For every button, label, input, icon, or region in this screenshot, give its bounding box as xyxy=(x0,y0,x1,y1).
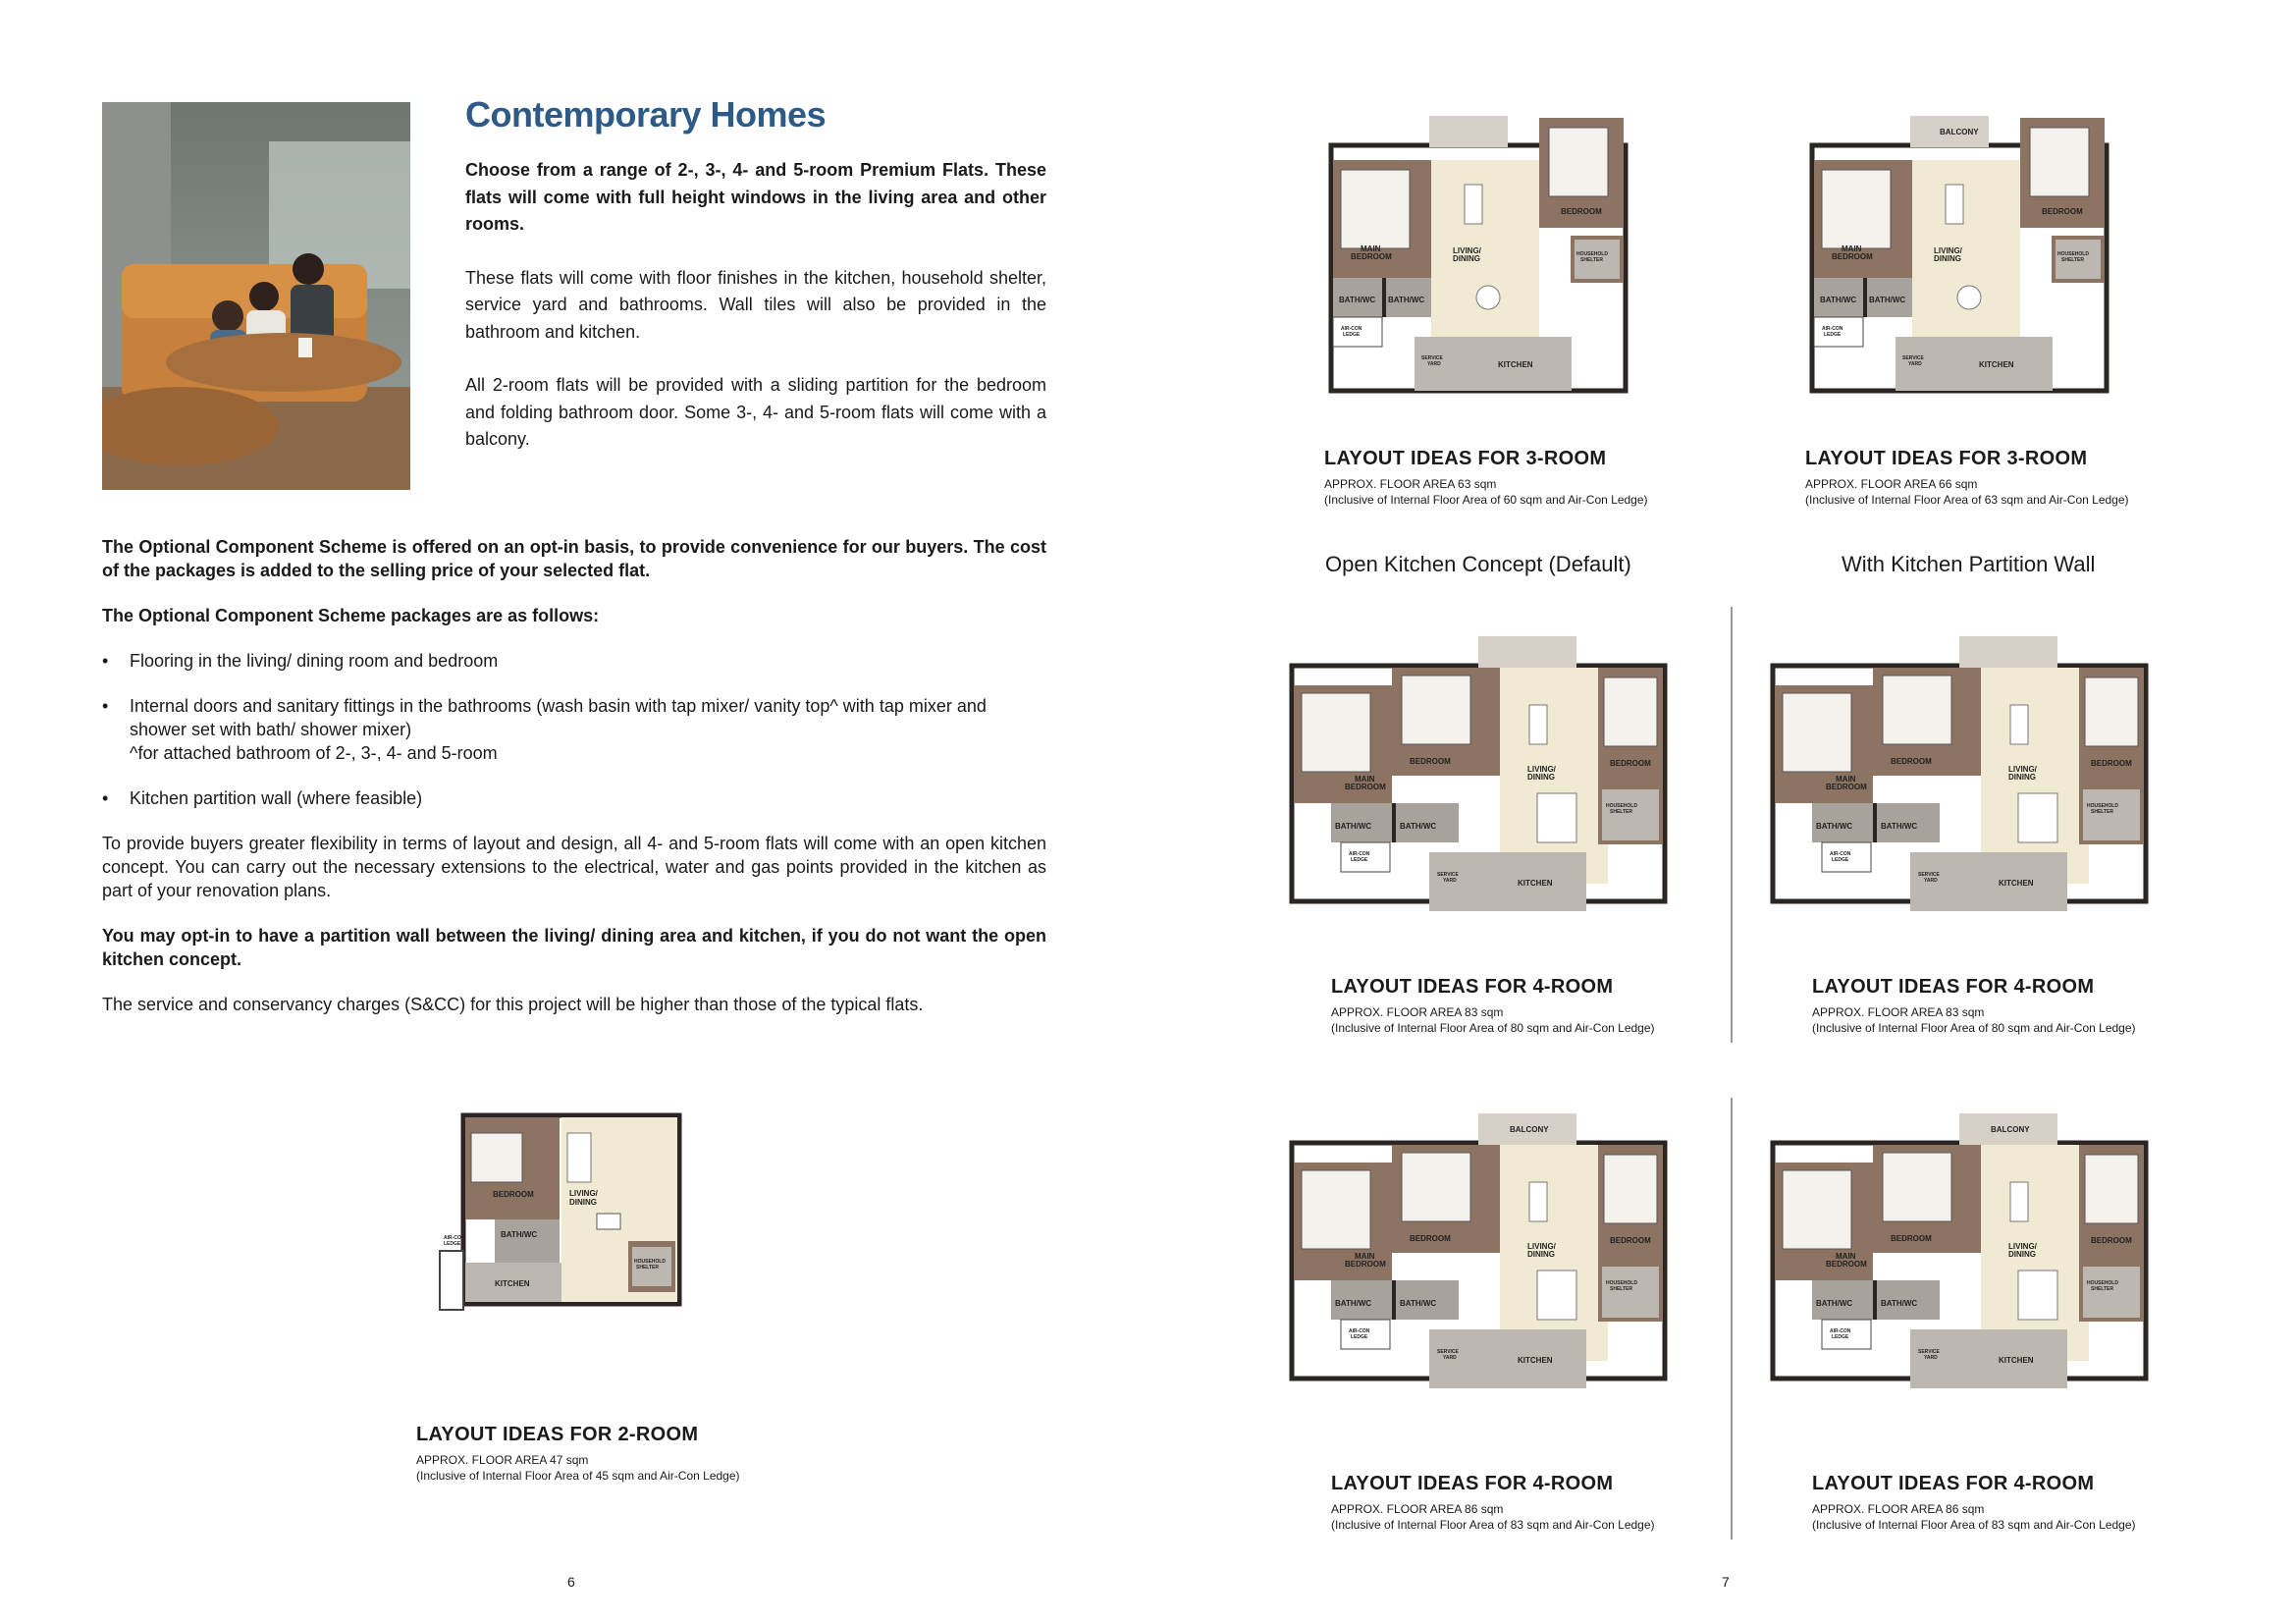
plan-note: (Inclusive of Internal Floor Area of 60 sqm and Air-Con Ledge) xyxy=(1324,493,1648,507)
plan-label: BATH/WC xyxy=(1400,822,1437,831)
plan-label: BEDROOM xyxy=(1351,252,1392,261)
intro-paragraph: These flats will come with floor finishes in the kitchen, household shelter, service yard and bathrooms. Wall tiles will also be provided in the bathroom and kitchen. xyxy=(465,267,1046,342)
plan-label: AIR-CON xyxy=(1830,1328,1851,1334)
plan-label: KITCHEN xyxy=(495,1279,530,1288)
plan-label: YARD xyxy=(1924,878,1938,884)
plan-label: YARD xyxy=(1427,361,1441,367)
plan-label: YARD xyxy=(1443,878,1457,884)
plan-label: LEDGE xyxy=(1343,332,1361,338)
plan-label: BEDROOM xyxy=(2091,1236,2132,1245)
floorplan-2room xyxy=(432,1104,687,1364)
plan-label: KITCHEN xyxy=(1999,879,2034,888)
plan-label: BEDROOM xyxy=(1891,1234,1932,1243)
family-photo xyxy=(102,102,410,490)
plan-label: MAIN xyxy=(1355,775,1375,784)
plan-label: HOUSEHOLD xyxy=(1606,1280,1637,1286)
bullet-symbol: • xyxy=(102,696,109,716)
plan-label: BEDROOM xyxy=(2042,207,2083,216)
plan-label: HOUSEHOLD xyxy=(2087,803,2118,809)
plan-note: (Inclusive of Internal Floor Area of 83 sqm and Air-Con Ledge) xyxy=(1812,1518,2136,1532)
plan-label: BATH/WC xyxy=(1816,1299,1853,1308)
plan-title: LAYOUT IDEAS FOR 3-ROOM xyxy=(1324,448,1607,469)
plan-label: BEDROOM xyxy=(1345,783,1386,791)
plan-label: SERVICE xyxy=(1918,1349,1940,1355)
plan-label: BEDROOM xyxy=(1561,207,1602,216)
plan-label: LIVING/ xyxy=(2008,765,2037,774)
plan-title: LAYOUT IDEAS FOR 2-ROOM xyxy=(416,1424,699,1445)
plan-label: LEDGE xyxy=(1351,857,1368,863)
plan-label: BEDROOM xyxy=(1826,783,1867,791)
plan-note: (Inclusive of Internal Floor Area of 63 sqm and Air-Con Ledge) xyxy=(1805,493,2129,507)
plan-title: LAYOUT IDEAS FOR 4-ROOM xyxy=(1331,976,1614,998)
concept-label-partition: With Kitchen Partition Wall xyxy=(1842,552,2096,576)
plan-label: YARD xyxy=(1908,361,1922,367)
plan-label: BATH/WC xyxy=(1820,296,1857,304)
plan-label: LEDGE xyxy=(1351,1334,1368,1340)
plan-label: HOUSEHOLD xyxy=(1606,803,1637,809)
plan-label: BATH/WC xyxy=(1335,822,1372,831)
caption-2room xyxy=(416,1424,740,1483)
plan-label: BALCONY xyxy=(1940,128,1979,136)
floorplan-3room xyxy=(1321,106,1645,445)
plan-label: HOUSEHOLD xyxy=(634,1259,666,1265)
caption-4room xyxy=(1812,1473,2136,1532)
plan-label: SHELTER xyxy=(1610,1286,1632,1292)
plan-label: SERVICE xyxy=(1902,355,1924,361)
plan-label: DINING xyxy=(569,1198,597,1207)
plan-label: DINING xyxy=(1527,773,1555,782)
plan-label: SERVICE xyxy=(1918,872,1940,878)
plan-label: AIR-CON xyxy=(1341,326,1362,332)
plan-label: SHELTER xyxy=(2061,257,2084,263)
ocs-intro: The Optional Component Scheme is offered on an opt-in basis, to provide convenience for our buyers. The cost of the packages is added to the selling price of your selected flat. xyxy=(102,537,1046,580)
plan-label: LIVING/ xyxy=(1527,1242,1556,1251)
plan-label: BEDROOM xyxy=(2091,759,2132,768)
page-number-right: 7 xyxy=(1722,1574,1730,1590)
plan-label: DINING xyxy=(2008,773,2036,782)
caption-4room xyxy=(1331,1473,1655,1532)
bullet-item xyxy=(102,786,1046,810)
caption-4room xyxy=(1331,976,1655,1035)
plan-label: SHELTER xyxy=(2091,809,2113,815)
ocs-heading: The Optional Component Scheme packages are as follows: xyxy=(102,606,600,625)
plan-label: LEDGE xyxy=(444,1241,461,1247)
plan-label: BEDROOM xyxy=(1410,1234,1451,1243)
plan-label: BATH/WC xyxy=(1816,822,1853,831)
plan-label: BATH/WC xyxy=(501,1230,538,1239)
plan-label: MAIN xyxy=(1361,244,1381,253)
bullet-symbol: • xyxy=(102,788,109,808)
plan-label: LEDGE xyxy=(1832,857,1849,863)
plan-label: SHELTER xyxy=(1610,809,1632,815)
floorplan-4room xyxy=(1763,626,2156,975)
plan-label: YARD xyxy=(1924,1355,1938,1361)
plan-label: BATH/WC xyxy=(1335,1299,1372,1308)
plan-label: MAIN xyxy=(1836,1252,1856,1261)
intro-text xyxy=(465,157,1046,480)
plan-label: AIR-CON xyxy=(1822,326,1843,332)
plan-label: KITCHEN xyxy=(1518,879,1553,888)
plan-label: DINING xyxy=(1453,254,1480,263)
plan-label: MAIN xyxy=(1842,244,1862,253)
plan-label: BALCONY xyxy=(1991,1125,2030,1134)
plan-label: LIVING/ xyxy=(1453,246,1481,255)
plan-label: SERVICE xyxy=(1437,872,1459,878)
plan-note: (Inclusive of Internal Floor Area of 45 sqm and Air-Con Ledge) xyxy=(416,1469,740,1483)
plan-label: BATH/WC xyxy=(1869,296,1906,304)
floorplan-4room xyxy=(1282,1104,1675,1452)
concept-label-default: Open Kitchen Concept (Default) xyxy=(1325,552,1631,576)
floorplan-4room xyxy=(1282,626,1675,975)
plan-label: KITCHEN xyxy=(1518,1356,1553,1365)
plan-label: DINING xyxy=(2008,1250,2036,1259)
plan-label: LIVING/ xyxy=(2008,1242,2037,1251)
plan-label: MAIN xyxy=(1355,1252,1375,1261)
plan-label: AIR-CON xyxy=(1349,1328,1370,1334)
plan-label: SERVICE xyxy=(1437,1349,1459,1355)
floorplan-4room xyxy=(1763,1104,2156,1452)
bullet-text: Kitchen partition wall (where feasible) xyxy=(130,788,423,808)
plan-label: BEDROOM xyxy=(493,1190,534,1199)
plan-label: HOUSEHOLD xyxy=(2087,1280,2118,1286)
plan-area: APPROX. FLOOR AREA 83 sqm xyxy=(1812,1005,1985,1019)
plan-label: SERVICE xyxy=(1421,355,1443,361)
scc-paragraph: The service and conservancy charges (S&CC) for this project will be higher than those of the typical flats. xyxy=(102,995,924,1014)
plan-label: LIVING/ xyxy=(569,1189,598,1198)
intro-paragraph: All 2-room flats will be provided with a sliding partition for the bedroom and folding bathroom door. Some 3-, 4- and 5-room flats will come with a balcony. xyxy=(465,375,1046,449)
plan-label: DINING xyxy=(1527,1250,1555,1259)
plan-label: BATH/WC xyxy=(1400,1299,1437,1308)
plan-note: (Inclusive of Internal Floor Area of 80 sqm and Air-Con Ledge) xyxy=(1812,1021,2136,1035)
floorplan-3room xyxy=(1802,106,2126,445)
plan-area: APPROX. FLOOR AREA 66 sqm xyxy=(1805,477,1978,491)
plan-label: KITCHEN xyxy=(1999,1356,2034,1365)
plan-label: BEDROOM xyxy=(1610,1236,1651,1245)
bullet-item xyxy=(102,694,1046,765)
plan-area: APPROX. FLOOR AREA 83 sqm xyxy=(1331,1005,1504,1019)
plan-label: AIR-CON xyxy=(1830,851,1851,857)
page-number-left: 6 xyxy=(567,1574,575,1590)
plan-area: APPROX. FLOOR AREA 86 sqm xyxy=(1331,1502,1504,1516)
column-divider xyxy=(1731,1098,1733,1540)
plan-title: LAYOUT IDEAS FOR 3-ROOM xyxy=(1805,448,2088,469)
page-title: Contemporary Homes xyxy=(465,94,827,135)
caption-3room xyxy=(1324,448,1648,507)
plan-label: BEDROOM xyxy=(1891,757,1932,766)
bullet-text: Flooring in the living/ dining room and bedroom xyxy=(130,651,499,671)
plan-label: AIR-CON xyxy=(1349,851,1370,857)
opt-in-paragraph: You may opt-in to have a partition wall between the living/ dining area and kitchen, if you do not want the open kitchen concept. xyxy=(102,926,1046,969)
flexibility-paragraph: To provide buyers greater flexibility in terms of layout and design, all 4- and 5-room flats will come with an open kitchen concept. You can carry out the necessary extensions to the electrical, water and gas points provided in the kitchen as part of your renovation plans. xyxy=(102,834,1046,900)
plan-label: BATH/WC xyxy=(1388,296,1425,304)
bullet-symbol: • xyxy=(102,651,109,671)
plan-label: LEDGE xyxy=(1824,332,1842,338)
plan-title: LAYOUT IDEAS FOR 4-ROOM xyxy=(1812,1473,2095,1494)
plan-label: SHELTER xyxy=(2091,1286,2113,1292)
column-divider xyxy=(1731,607,1733,1043)
bullet-footnote: ^for attached bathroom of 2-, 3-, 4- and 5-room xyxy=(130,743,498,763)
plan-label: BEDROOM xyxy=(1410,757,1451,766)
plan-note: (Inclusive of Internal Floor Area of 80 sqm and Air-Con Ledge) xyxy=(1331,1021,1655,1035)
plan-label: DINING xyxy=(1934,254,1961,263)
plan-label: BEDROOM xyxy=(1832,252,1873,261)
plan-label: YARD xyxy=(1443,1355,1457,1361)
plan-label: BATH/WC xyxy=(1881,822,1918,831)
plan-area: APPROX. FLOOR AREA 86 sqm xyxy=(1812,1502,1985,1516)
plan-label: BATH/WC xyxy=(1339,296,1376,304)
plan-label: LIVING/ xyxy=(1527,765,1556,774)
bullet-text: Internal doors and sanitary fittings in the bathrooms (wash basin with tap mixer/ vanity top^ with tap mixer and shower set with bath/ shower mixer) xyxy=(130,696,987,739)
plan-label: HOUSEHOLD xyxy=(2057,251,2089,257)
plan-label: LIVING/ xyxy=(1934,246,1962,255)
intro-paragraph: Choose from a range of 2-, 3-, 4- and 5-room Premium Flats. These flats will come with full height windows in the living area and other rooms. xyxy=(465,160,1046,234)
plan-area: APPROX. FLOOR AREA 63 sqm xyxy=(1324,477,1497,491)
plan-label: KITCHEN xyxy=(1498,360,1533,369)
plan-area: APPROX. FLOOR AREA 47 sqm xyxy=(416,1453,589,1467)
plan-label: BALCONY xyxy=(1510,1125,1549,1134)
plan-title: LAYOUT IDEAS FOR 4-ROOM xyxy=(1812,976,2095,998)
plan-label: LEDGE xyxy=(1832,1334,1849,1340)
caption-4room xyxy=(1812,976,2136,1035)
plan-label: BEDROOM xyxy=(1826,1260,1867,1269)
caption-3room xyxy=(1805,448,2129,507)
bullet-item xyxy=(102,649,1046,673)
plan-label: SHELTER xyxy=(636,1265,659,1271)
plan-label: BEDROOM xyxy=(1345,1260,1386,1269)
plan-label: AIR-CON xyxy=(444,1235,465,1241)
plan-label: SHELTER xyxy=(1580,257,1603,263)
plan-label: HOUSEHOLD xyxy=(1576,251,1608,257)
plan-label: MAIN xyxy=(1836,775,1856,784)
plan-label: KITCHEN xyxy=(1979,360,2014,369)
plan-label: BEDROOM xyxy=(1610,759,1651,768)
ocs-section xyxy=(102,535,1046,1038)
plan-label: BATH/WC xyxy=(1881,1299,1918,1308)
plan-note: (Inclusive of Internal Floor Area of 83 sqm and Air-Con Ledge) xyxy=(1331,1518,1655,1532)
plan-title: LAYOUT IDEAS FOR 4-ROOM xyxy=(1331,1473,1614,1494)
